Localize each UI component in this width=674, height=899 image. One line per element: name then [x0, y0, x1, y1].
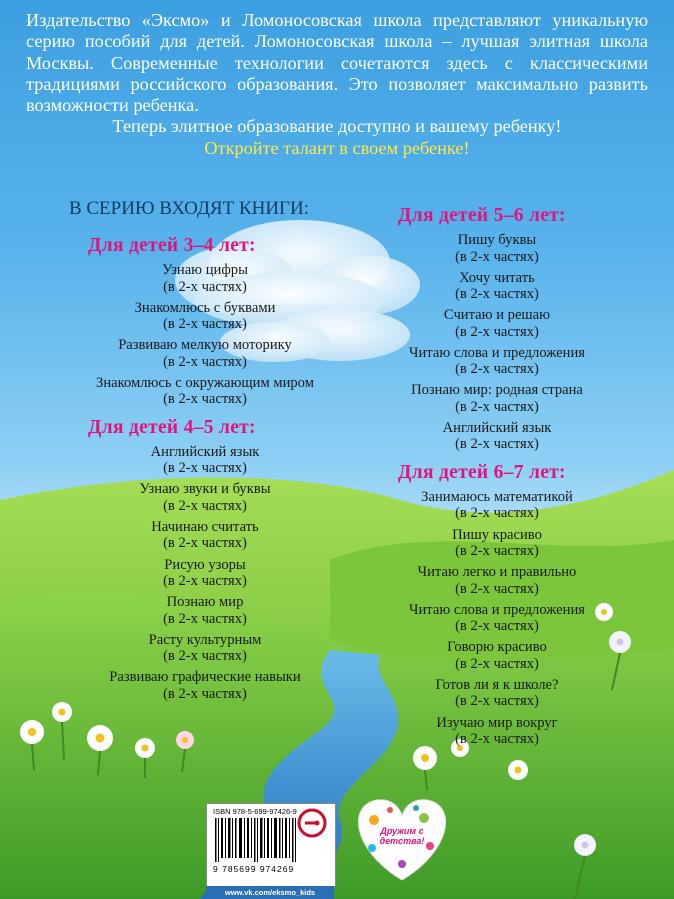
book-parts: (в 2-х частях): [163, 685, 247, 702]
book-parts: (в 2-х частях): [455, 543, 539, 560]
intro-paragraph: Издательство «Эксмо» и Ломоносовская школа представляют уникальную серию пособий для детей. Ломоносовская школа – лучшая элитная школа Москвы. Современные технологии сочетаются здесь с классическими традициями российского образования. Это позволяет максимально развить возможности ребенка.: [26, 10, 648, 116]
book-parts: (в 2-х частях): [455, 731, 539, 748]
book-title: Узнаю цифры: [162, 262, 248, 278]
book-parts: (в 2-х частях): [163, 610, 247, 627]
book-title: Расту культурным: [148, 631, 262, 648]
book-title: Развиваю графические навыки: [109, 669, 301, 686]
book-title: Начинаю считать: [151, 518, 259, 535]
book-title: Развиваю мелкую моторику: [118, 337, 292, 354]
book-parts: (в 2-х частях): [163, 278, 247, 295]
isbn-label: ISBN 978-5-699-97426-9: [213, 807, 297, 816]
book-parts: (в 2-х частях): [163, 535, 247, 552]
book-item: [380, 639, 614, 672]
book-title: Английский язык: [442, 419, 552, 436]
book-parts: (в 2-х частях): [163, 353, 247, 370]
book-item: [380, 307, 614, 340]
book-item: [60, 632, 350, 665]
book-title: Узнаю звуки и буквы: [139, 481, 271, 498]
book-parts: (в 2-х частях): [455, 505, 539, 522]
age-heading: Для детей 3–4 лет:: [88, 235, 256, 256]
book-title: Готов ли я к школе?: [435, 676, 559, 693]
book-title: Знакомлюсь с буквами: [134, 299, 276, 316]
book-parts: (в 2-х частях): [163, 460, 247, 477]
badge-label: Дружим с детства!: [379, 826, 425, 846]
eksmo-logo-icon: [297, 808, 327, 838]
book-parts: (в 2-х частях): [163, 573, 247, 590]
book-parts: (в 2-х частях): [163, 316, 247, 333]
ean-digits: 9 785699 974269: [213, 864, 295, 874]
book-parts: (в 2-х частях): [455, 286, 539, 303]
book-title: Читаю слова и предложения: [409, 601, 585, 618]
book-title: Знакомлюсь с окружающим миром: [96, 374, 314, 391]
book-title: Считаю и решаю: [443, 307, 551, 324]
book-parts: (в 2-х частях): [455, 693, 539, 710]
book-item: [60, 375, 350, 408]
book-item: [60, 300, 350, 333]
book-parts: (в 2-х частях): [455, 398, 539, 415]
vk-link[interactable]: www.vk.com/eksmo_kids: [206, 886, 334, 899]
book-item: [60, 557, 350, 590]
book-item: [60, 262, 350, 295]
intro-line-highlight: Откройте талант в своем ребенке!: [204, 137, 470, 158]
book-parts: (в 2-х частях): [455, 655, 539, 672]
series-heading: В СЕРИЮ ВХОДЯТ КНИГИ:: [68, 198, 310, 219]
book-item: [380, 382, 614, 415]
book-item: [60, 444, 350, 477]
book-title: Пишу красиво: [452, 526, 542, 543]
age-heading: Для детей 5–6 лет:: [398, 205, 566, 226]
book-parts: (в 2-х частях): [455, 248, 539, 265]
book-parts: (в 2-х частях): [455, 361, 539, 378]
book-item: [380, 420, 614, 453]
book-title: Занимаюсь математикой: [421, 488, 573, 505]
book-item: [380, 677, 614, 710]
book-parts: (в 2-х частях): [455, 580, 539, 597]
book-parts: (в 2-х частях): [163, 648, 247, 665]
book-item: [60, 519, 350, 552]
book-title: Английский язык: [150, 443, 260, 460]
book-parts: (в 2-х частях): [455, 618, 539, 635]
book-column-left: [60, 226, 350, 707]
book-item: [380, 270, 614, 303]
book-title: Читаю легко и правильно: [417, 564, 577, 581]
book-parts: (в 2-х частях): [163, 497, 247, 514]
book-item: [60, 669, 350, 702]
intro-text: [26, 10, 648, 159]
book-title: Изучаю мир вокруг: [436, 714, 558, 731]
age-heading: Для детей 6–7 лет:: [398, 461, 566, 483]
book-title: Пишу буквы: [457, 232, 537, 248]
book-item: [60, 481, 350, 514]
book-title: Рисую узоры: [164, 556, 246, 573]
book-item: [60, 337, 350, 370]
book-title: Говорю красиво: [447, 639, 547, 656]
book-title: Хочу читать: [459, 269, 535, 286]
book-item: [380, 345, 614, 378]
book-item: [380, 564, 614, 597]
book-item: [380, 489, 614, 522]
book-parts: (в 2-х частях): [455, 323, 539, 340]
book-item: [380, 527, 614, 560]
book-title: Читаю слова и предложения: [409, 344, 585, 361]
book-parts: (в 2-х частях): [455, 436, 539, 453]
book-item: [380, 602, 614, 635]
book-item: [380, 232, 614, 265]
book-title: Познаю мир: родная страна: [411, 382, 583, 399]
barcode-icon: [215, 818, 299, 862]
book-title: Познаю мир: [166, 594, 244, 611]
book-column-right: [380, 196, 614, 752]
intro-line-center: Теперь элитное образование доступно и вашему ребенку!: [112, 116, 562, 137]
book-parts: (в 2-х частях): [163, 391, 247, 408]
book-item: [60, 594, 350, 627]
age-heading: Для детей 4–5 лет:: [88, 416, 256, 438]
book-item: [380, 715, 614, 748]
